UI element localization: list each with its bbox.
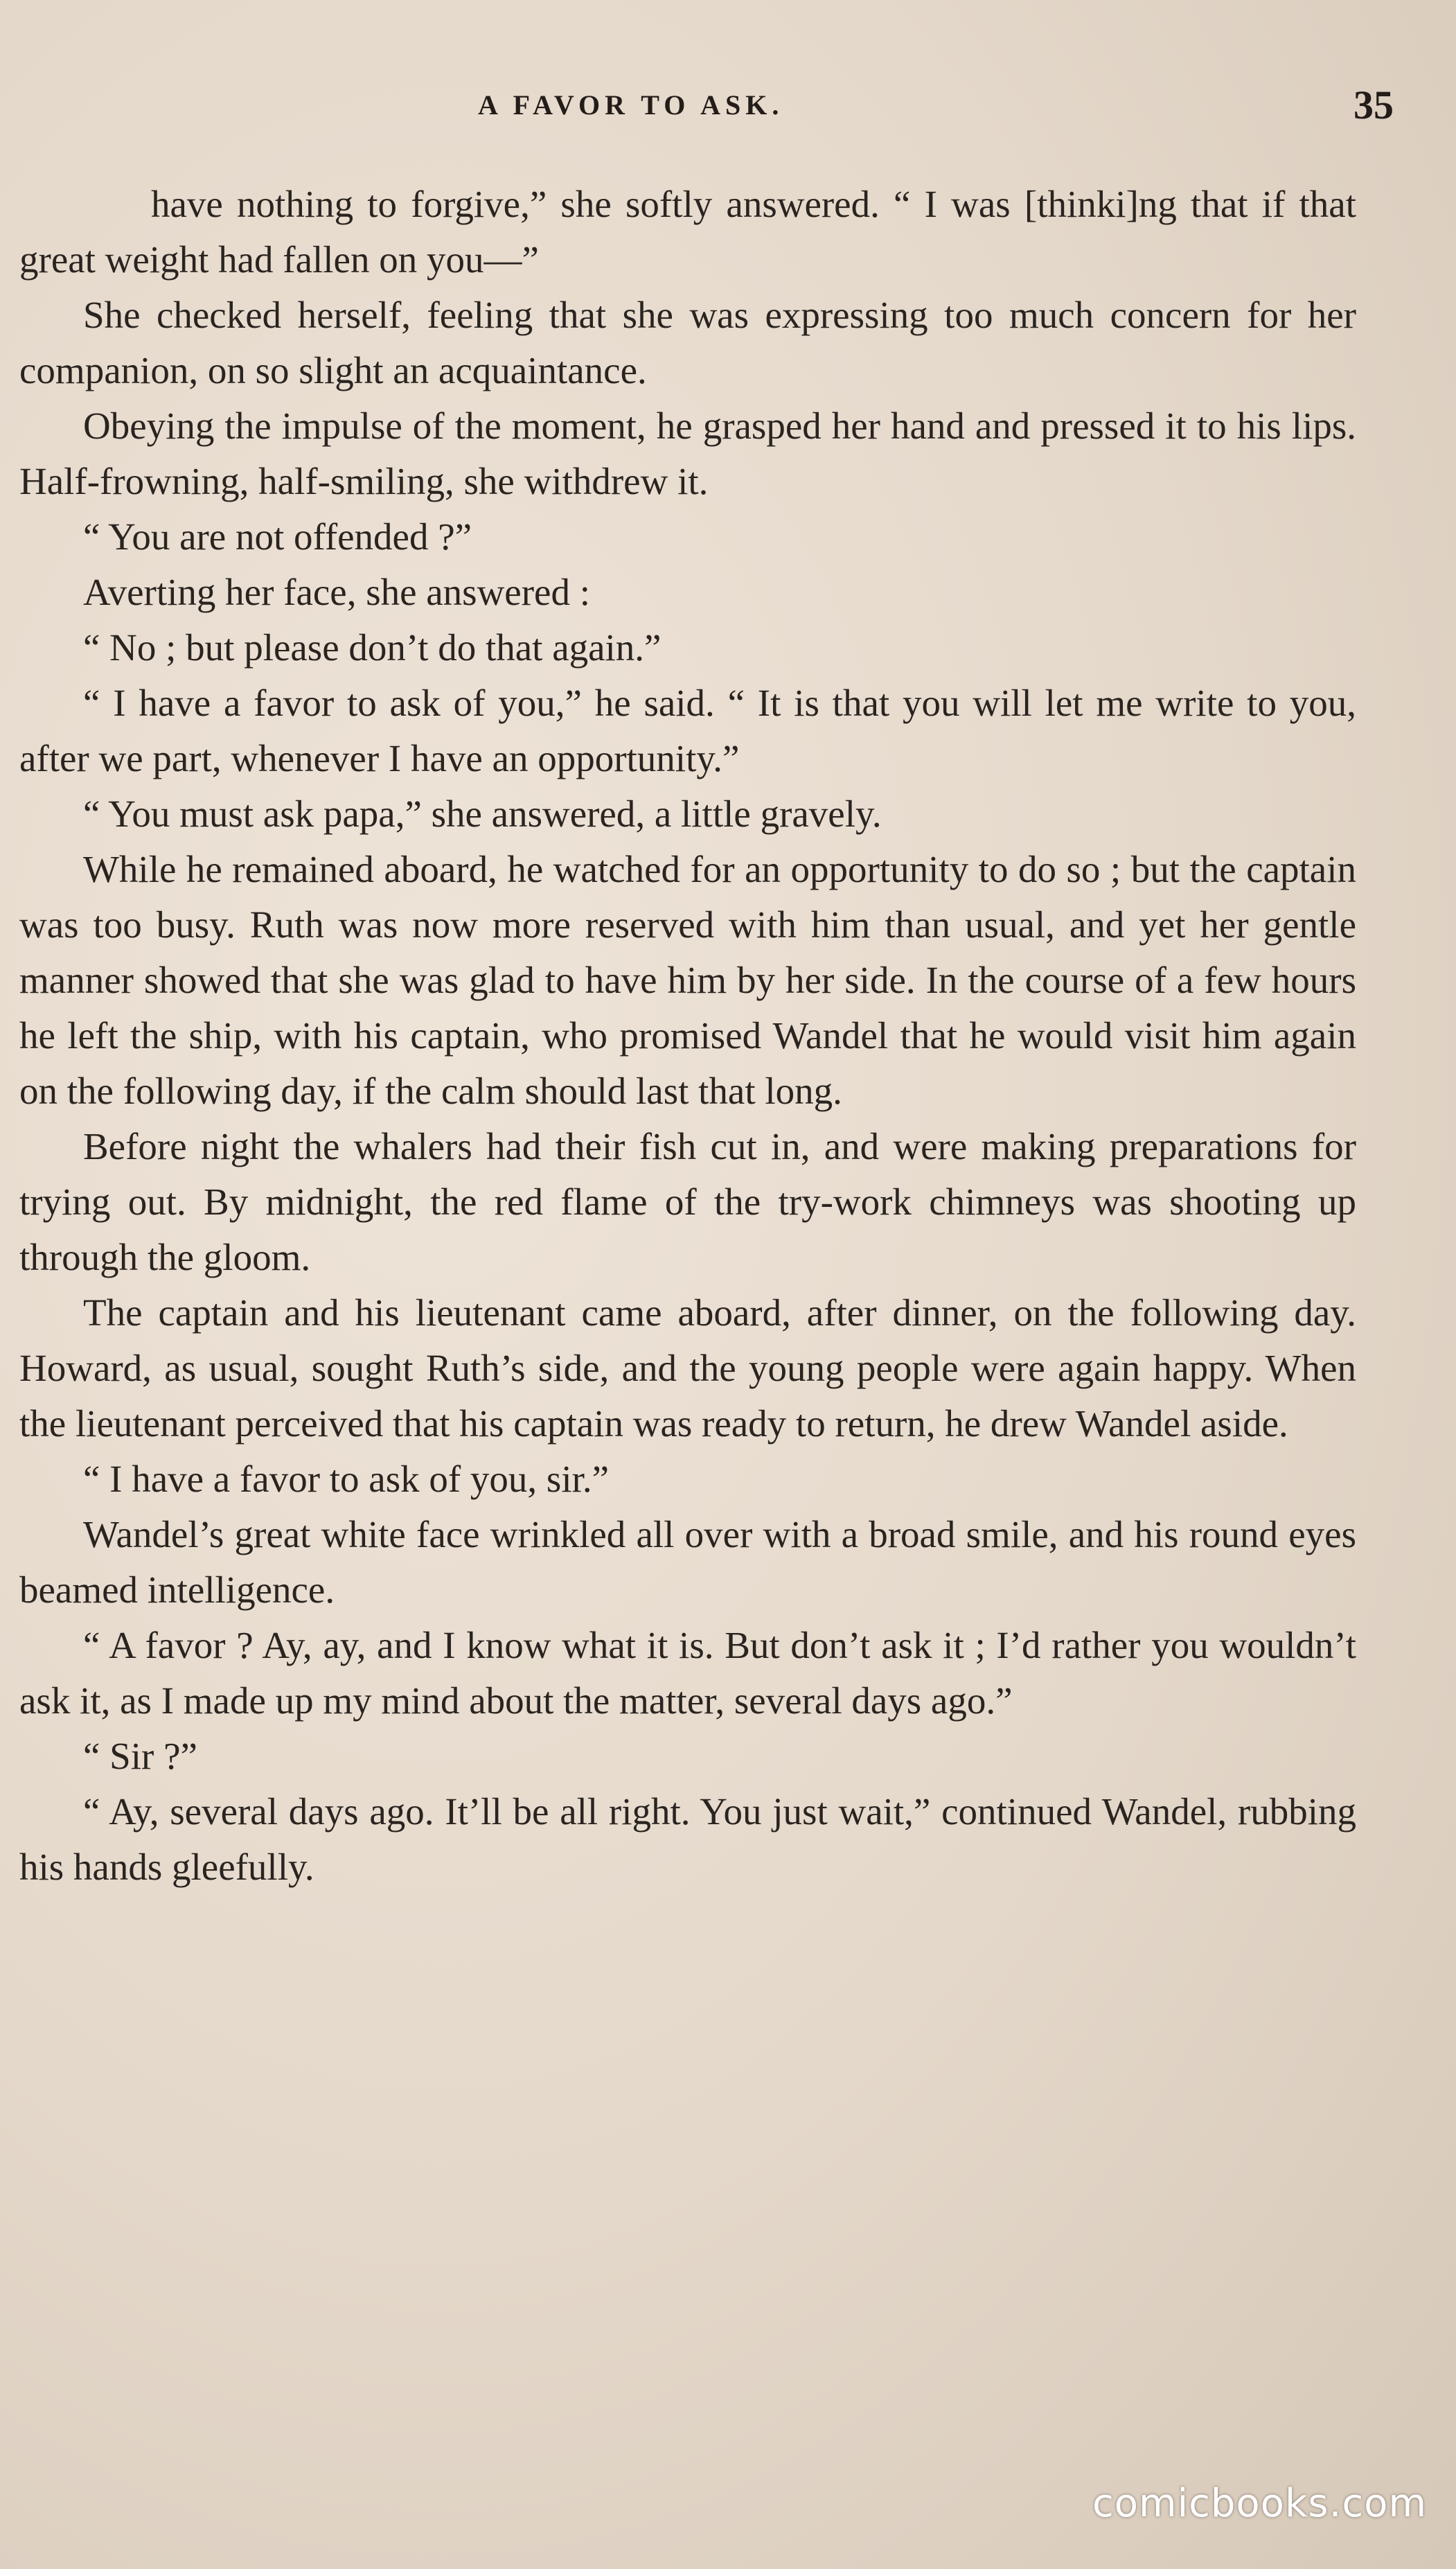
- page-number: 35: [1353, 82, 1394, 127]
- watermark-text: comicbooks.com: [1092, 2481, 1427, 2526]
- paragraph: “ Ay, several days ago. It’ll be all right. You just wait,” continued Wandel, rubbing his hands gleefully.: [19, 1790, 1356, 1888]
- paragraph: Obeying the impulse of the moment, he grasped her hand and pressed it to his lips. Half-frowning, half-smiling, she withdrew it.: [19, 405, 1356, 502]
- paragraph: Averting her face, she answered :: [83, 571, 590, 613]
- paragraph: Before night the whalers had their fish cut in, and were making preparations for trying out. By midnight, the red flame of the try-work chimneys was shooting up through the gloom.: [19, 1125, 1356, 1278]
- paragraph: “ No ; but please don’t do that again.”: [83, 626, 662, 669]
- paragraph: She checked herself, feeling that she was expressing too much concern for her companion, on so slight an acquaintance.: [19, 294, 1356, 391]
- paragraph: “ Sir ?”: [83, 1735, 197, 1777]
- body-text: [19, 177, 1356, 1895]
- paragraph: “ A favor ? Ay, ay, and I know what it is. But don’t ask it ; I’d rather you wouldn’t ask it, as I made up my mind about the matter, several days ago.”: [19, 1624, 1356, 1722]
- paragraph: have nothing to forgive,” she softly answered. “ I was [thinki]ng that if that great weight had fallen on you—”: [19, 183, 1356, 281]
- paragraph: “ I have a favor to ask of you, sir.”: [83, 1458, 610, 1500]
- paragraph: “ You are not offended ?”: [83, 515, 472, 558]
- paragraph: “ I have a favor to ask of you,” he said. “ It is that you will let me write to you, after we part, whenever I have an opportunity.”: [19, 682, 1356, 779]
- page-header: [0, 82, 1456, 130]
- paragraph: “ You must ask papa,” she answered, a little gravely.: [83, 793, 882, 835]
- running-title: A FAVOR TO ASK.: [478, 89, 784, 121]
- paragraph: Wandel’s great white face wrinkled all over with a broad smile, and his round eyes beamed intelligence.: [19, 1513, 1356, 1611]
- paragraph: While he remained aboard, he watched for an opportunity to do so ; but the captain was too busy. Ruth was now more reserved with him than usual, and yet her gentle manner showed that she was glad to have him by her side. In the course of a few hours he left the ship, with his captain, who promised Wandel that he would visit him again on the following day, if the calm should last that long.: [19, 848, 1356, 1112]
- paragraph: The captain and his lieutenant came aboard, after dinner, on the following day. Howard, as usual, sought Ruth’s side, and the young people were again happy. When the lieutenant perceived that his captain was ready to return, he drew Wandel aside.: [19, 1291, 1356, 1445]
